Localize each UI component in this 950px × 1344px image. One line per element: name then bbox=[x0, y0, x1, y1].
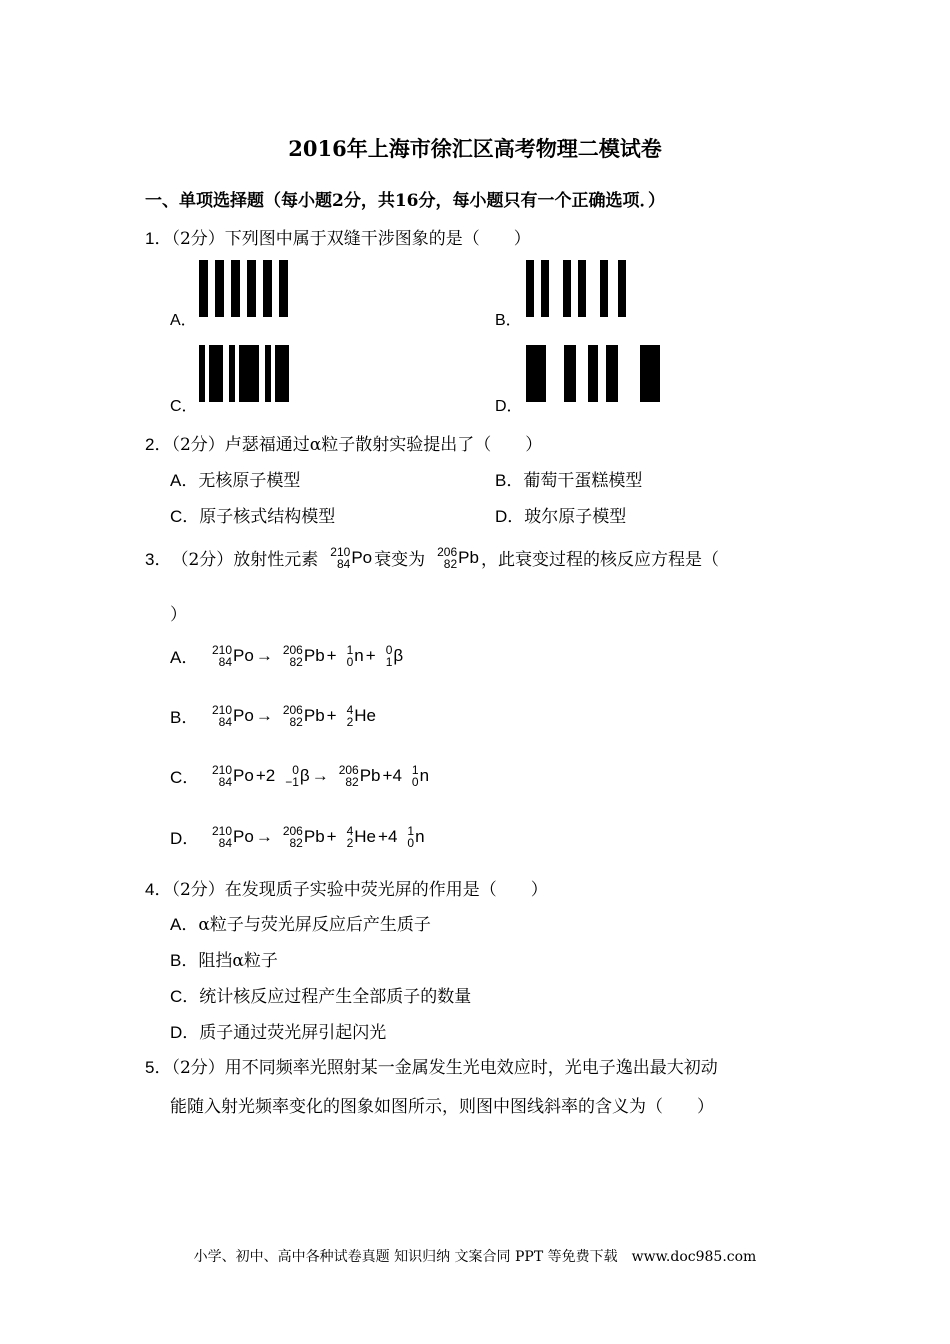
option-a bbox=[170, 643, 405, 668]
option-text: α粒子与荧光屏反应后产生质子 bbox=[198, 915, 431, 935]
option-label: D． bbox=[170, 829, 200, 848]
nuclide-po: 210 84 Po bbox=[212, 642, 254, 669]
nuclide-po: 210 84 Po bbox=[330, 544, 373, 571]
question-3-continuation: ） bbox=[170, 605, 187, 625]
question-2 bbox=[145, 430, 542, 455]
option-label: A． bbox=[170, 471, 199, 490]
option-b-label: B． bbox=[495, 312, 522, 329]
coef-2: +2 bbox=[255, 765, 276, 785]
option-c bbox=[170, 502, 335, 527]
nuclide-pb: 206 82 Pb bbox=[338, 762, 381, 789]
nuclide-n: 1 0 n bbox=[411, 762, 430, 789]
question-number: 5． bbox=[145, 1058, 172, 1077]
option-b bbox=[495, 466, 642, 491]
fringe-pattern-b bbox=[526, 260, 632, 317]
nuclide-pb: 206 82 Pb bbox=[282, 642, 325, 669]
question-text-after: ，此衰变过程的核反应方程是（ bbox=[480, 550, 719, 570]
arrow: → bbox=[255, 826, 273, 846]
option-text: 质子通过荧光屏引起闪光 bbox=[199, 1023, 387, 1043]
option-text: 阻挡α粒子 bbox=[198, 951, 278, 971]
option-text: 无核原子模型 bbox=[198, 471, 301, 491]
option-d bbox=[495, 502, 626, 527]
option-c bbox=[170, 982, 471, 1007]
plus: + bbox=[326, 705, 337, 725]
option-b bbox=[170, 946, 278, 971]
question-text-before: （2分）放射性元素 bbox=[171, 550, 319, 570]
option-c-label: C． bbox=[170, 398, 198, 415]
question-5 bbox=[145, 1053, 718, 1078]
question-text: （2分）用不同频率光照射某一金属发生光电效应时，光电子逸出最大初动 bbox=[171, 1058, 718, 1078]
option-a-label: A． bbox=[170, 312, 197, 329]
plus: + bbox=[326, 826, 337, 846]
option-label: C． bbox=[170, 768, 200, 787]
option-text: 原子核式结构模型 bbox=[199, 507, 336, 527]
page-title: 2016年上海市徐汇区高考物理二模试卷 bbox=[288, 136, 662, 161]
option-label: B． bbox=[170, 708, 199, 727]
question-number: 3． bbox=[145, 550, 172, 569]
nuclide-n: 1 0 n bbox=[407, 823, 425, 850]
option-label: C． bbox=[170, 987, 200, 1006]
option-label: A． bbox=[170, 915, 199, 934]
option-d bbox=[170, 1018, 386, 1043]
nuclide-he: 4 2 He bbox=[346, 823, 377, 850]
option-d bbox=[170, 824, 427, 849]
fringe-pattern-c bbox=[199, 345, 291, 402]
option-c bbox=[170, 763, 431, 788]
option-label: C． bbox=[170, 507, 200, 526]
question-4 bbox=[145, 875, 548, 900]
nuclide-pb: 206 82 Pb bbox=[437, 544, 479, 571]
arrow: → bbox=[255, 705, 273, 725]
section-heading: 一、单项选择题（每小题2分，共16分，每小题只有一个正确选项．） bbox=[145, 191, 665, 211]
option-text: 玻尔原子模型 bbox=[524, 507, 627, 527]
option-a bbox=[170, 910, 431, 935]
fringe-pattern-a bbox=[199, 260, 291, 317]
question-number: 1． bbox=[145, 229, 172, 248]
nuclide-po: 210 84 Po bbox=[212, 762, 254, 789]
coef-4: +4 bbox=[382, 765, 402, 785]
plus: + bbox=[365, 645, 376, 665]
question-number: 2． bbox=[145, 435, 172, 454]
option-a bbox=[170, 466, 300, 491]
arrow: → bbox=[255, 645, 273, 665]
arrow: → bbox=[311, 765, 329, 785]
question-text: （2分）下列图中属于双缝干涉图象的是（ ） bbox=[171, 229, 531, 249]
nuclide-beta-plus: 0 1 β bbox=[385, 642, 404, 669]
question-text: （2分）卢瑟福通过α粒子散射实验提出了（ ） bbox=[171, 435, 543, 455]
option-text: 葡萄干蛋糕模型 bbox=[523, 471, 643, 491]
nuclide-po: 210 84 Po bbox=[212, 823, 254, 850]
question-3 bbox=[145, 545, 719, 570]
option-b bbox=[170, 703, 378, 728]
question-text-mid: 衰变为 bbox=[374, 550, 426, 570]
question-5-line-2: 能随入射光频率变化的图象如图所示，则图中图线斜率的含义为（ ） bbox=[170, 1097, 714, 1117]
option-text: 统计核反应过程产生全部质子的数量 bbox=[199, 987, 472, 1007]
option-label: A． bbox=[170, 648, 199, 667]
coef-4: +4 bbox=[378, 826, 398, 846]
option-label: D． bbox=[170, 1023, 200, 1042]
option-label: D． bbox=[495, 507, 525, 526]
nuclide-pb: 206 82 Pb bbox=[282, 823, 325, 850]
option-label: B． bbox=[495, 471, 524, 490]
nuclide-n: 1 0 n bbox=[346, 642, 364, 669]
nuclide-po: 210 84 Po bbox=[212, 702, 254, 729]
question-1 bbox=[145, 224, 531, 249]
nuclide-he: 4 2 He bbox=[346, 702, 377, 729]
question-text: （2分）在发现质子实验中荧光屏的作用是（ ） bbox=[171, 880, 548, 900]
page-footer: 小学、初中、高中各种试卷真题 知识归纳 文案合同 PPT 等免费下载 www.doc985.com bbox=[193, 1249, 757, 1265]
question-number: 4． bbox=[145, 880, 172, 899]
fringe-pattern-d bbox=[526, 345, 662, 402]
plus: + bbox=[326, 645, 337, 665]
nuclide-beta-minus: 0 −1 β bbox=[285, 762, 310, 789]
option-label: B． bbox=[170, 951, 199, 970]
option-d-label: D． bbox=[495, 398, 523, 415]
nuclide-pb: 206 82 Pb bbox=[282, 702, 325, 729]
